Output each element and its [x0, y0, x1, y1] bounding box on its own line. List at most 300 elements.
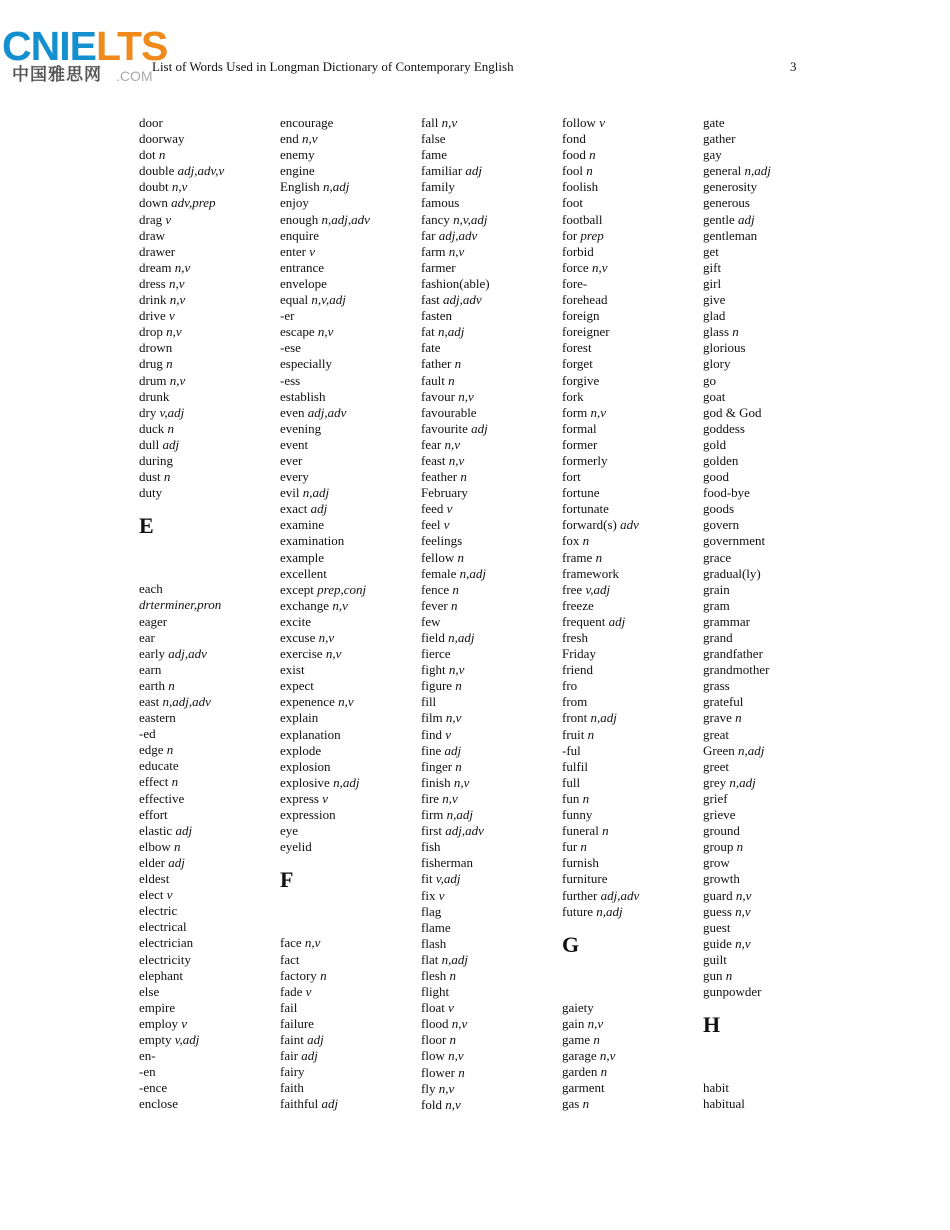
- part-of-speech: adj,adv: [445, 823, 484, 839]
- word-entry: [139, 823, 279, 839]
- word-text: evil: [280, 485, 300, 501]
- word-entry: [280, 533, 420, 549]
- word-entry: [139, 984, 279, 1000]
- word-entry: [421, 389, 561, 405]
- word-entry: [421, 646, 561, 662]
- word-text: fix: [421, 887, 436, 903]
- part-of-speech: adj: [168, 854, 185, 870]
- word-text: fit: [421, 871, 433, 887]
- word-entry: [562, 308, 702, 324]
- word-text: enemy: [280, 147, 315, 163]
- word-text: fort: [562, 469, 581, 485]
- page-header-title: List of Words Used in Longman Dictionary of Contemporary English: [152, 59, 514, 74]
- word-text: excellent: [280, 565, 327, 581]
- word-text: family: [421, 179, 455, 195]
- word-text: duck: [139, 420, 165, 436]
- word-text: garden: [562, 1064, 598, 1080]
- word-text: educate: [139, 758, 179, 774]
- part-of-speech: v: [166, 887, 173, 903]
- word-entry: [703, 115, 843, 131]
- word-entry: [421, 920, 561, 936]
- part-of-speech: n: [450, 597, 458, 613]
- part-of-speech: n,adj: [738, 742, 765, 758]
- word-text: fade: [280, 983, 303, 999]
- word-entry: [139, 244, 279, 260]
- part-of-speech: n,v: [174, 259, 191, 275]
- word-entry: [421, 469, 561, 485]
- word-text: grow: [703, 855, 730, 871]
- word-text: Green: [703, 742, 735, 758]
- word-entry: [703, 373, 843, 389]
- word-entry: [139, 405, 279, 421]
- part-of-speech: adj: [471, 420, 488, 436]
- word-text: forehead: [562, 292, 608, 308]
- word-entry: [562, 405, 702, 421]
- word-entry: [703, 952, 843, 968]
- word-text: especially: [280, 356, 332, 372]
- word-text: during: [139, 452, 173, 468]
- word-text: door: [139, 115, 163, 130]
- word-entry: [703, 179, 843, 195]
- word-text: fill: [421, 694, 437, 710]
- word-entry: [139, 887, 279, 903]
- word-entry: [421, 823, 561, 839]
- word-text: girl: [703, 275, 722, 291]
- word-entry: [280, 356, 420, 372]
- word-text: gunpowder: [703, 984, 762, 1000]
- word-text: Friday: [562, 646, 596, 662]
- part-of-speech: n,v: [599, 1048, 616, 1064]
- word-entry: [703, 710, 843, 726]
- word-text: flood: [421, 1016, 449, 1032]
- word-text: faith: [280, 1080, 304, 1096]
- word-text: front: [562, 710, 588, 726]
- word-text: gram: [703, 597, 730, 613]
- word-entry: [703, 871, 843, 887]
- part-of-speech: n: [158, 147, 166, 163]
- word-entry: [280, 1000, 420, 1016]
- word-text: exact: [280, 501, 308, 517]
- word-entry: [562, 710, 702, 726]
- word-entry: [703, 598, 843, 614]
- part-of-speech: n: [582, 790, 590, 806]
- part-of-speech: adj: [162, 436, 180, 452]
- word-text: excuse: [280, 630, 316, 645]
- word-text: enclose: [139, 1096, 178, 1112]
- word-entry: [703, 936, 843, 952]
- word-entry: [562, 1000, 702, 1016]
- part-of-speech: v,adj: [159, 404, 185, 420]
- word-text: dream: [139, 259, 172, 275]
- word-entry: [139, 356, 279, 372]
- word-text: guide: [703, 935, 732, 951]
- word-entry: [280, 373, 420, 389]
- word-entry: [280, 115, 420, 131]
- word-text: every: [280, 469, 309, 485]
- word-entry: [280, 292, 420, 308]
- word-text: fairy: [280, 1064, 305, 1080]
- word-entry: [280, 710, 420, 726]
- part-of-speech: v: [181, 1015, 188, 1031]
- word-entry: [280, 244, 420, 260]
- word-text: February: [421, 485, 468, 501]
- word-entry: [139, 791, 279, 807]
- word-text: else: [139, 983, 160, 999]
- word-entry: [280, 212, 420, 228]
- word-entry: [280, 1032, 420, 1048]
- word-entry: [703, 276, 843, 292]
- word-entry: [280, 260, 420, 276]
- word-text: drop: [139, 324, 163, 340]
- word-text: earn: [139, 661, 162, 677]
- word-entry: [421, 1032, 561, 1048]
- word-entry: [421, 598, 561, 614]
- word-text: false: [421, 131, 446, 147]
- part-of-speech: n,v: [453, 774, 470, 790]
- word-entry: [280, 1016, 420, 1032]
- part-of-speech: n: [595, 549, 603, 565]
- word-entry: [280, 550, 420, 566]
- word-entry: [703, 823, 843, 839]
- part-of-speech: n,v: [442, 790, 458, 806]
- part-of-speech: n,adj: [459, 565, 486, 581]
- word-text: friend: [562, 662, 594, 678]
- word-entry: [421, 855, 561, 871]
- part-of-speech: n: [171, 774, 179, 790]
- part-of-speech: n,v: [448, 452, 465, 468]
- word-entry: [139, 1080, 279, 1096]
- word-text: elephant: [139, 967, 184, 983]
- word-entry: [562, 1048, 702, 1064]
- word-entry: [703, 839, 843, 855]
- part-of-speech: n: [168, 677, 175, 693]
- word-entry: [562, 839, 702, 855]
- word-text: film: [421, 710, 443, 726]
- word-text: equal: [280, 292, 309, 308]
- word-text: foot: [562, 195, 583, 211]
- word-entry: [421, 356, 561, 372]
- word-text: grand: [703, 630, 733, 645]
- part-of-speech: adj: [465, 163, 483, 179]
- word-entry: [280, 405, 420, 421]
- part-of-speech: prep,conj: [317, 581, 367, 597]
- word-text: farmer: [421, 259, 456, 275]
- word-text: failure: [280, 1015, 314, 1031]
- word-entry: [280, 228, 420, 244]
- word-text: faithful: [280, 1096, 319, 1112]
- part-of-speech: v,adj: [585, 581, 611, 597]
- word-text: factory: [280, 967, 317, 983]
- word-text: entrance: [280, 259, 325, 275]
- word-entry: [280, 453, 420, 469]
- word-entry: [562, 775, 702, 791]
- word-entry: [703, 308, 843, 324]
- part-of-speech: n: [582, 1096, 590, 1112]
- word-entry: [139, 437, 279, 453]
- word-text: fresh: [562, 630, 588, 645]
- word-entry: [139, 742, 279, 758]
- word-text: forest: [562, 340, 592, 356]
- page-number: 3: [790, 59, 797, 74]
- word-entry: [280, 662, 420, 678]
- word-entry: [421, 710, 561, 726]
- word-entry: [562, 646, 702, 662]
- word-entry: [139, 1032, 279, 1048]
- part-of-speech: n,adj: [322, 179, 350, 195]
- word-entry: [421, 212, 561, 228]
- word-entry: [280, 437, 420, 453]
- part-of-speech: n,v: [318, 630, 335, 645]
- word-entry: [562, 855, 702, 871]
- word-text: exercise: [280, 646, 323, 662]
- word-entry: [562, 598, 702, 614]
- word-entry: [139, 774, 279, 790]
- word-text: flat: [421, 951, 439, 967]
- word-entry: [562, 888, 702, 904]
- word-text: English: [280, 179, 320, 195]
- section-letter-heading: F: [280, 867, 294, 893]
- word-text: formerly: [562, 452, 608, 468]
- word-text: far: [421, 227, 436, 243]
- word-entry: [280, 1096, 420, 1112]
- word-entry: [562, 389, 702, 405]
- word-column-4: [562, 115, 702, 1112]
- word-text: favourite: [421, 420, 468, 436]
- word-entry: [703, 888, 843, 904]
- word-entry: [421, 276, 561, 292]
- part-of-speech: adj: [321, 1096, 339, 1112]
- part-of-speech: adj: [608, 613, 626, 629]
- word-entry: [280, 646, 420, 662]
- word-text: feast: [421, 452, 446, 468]
- part-of-speech: adv: [620, 517, 639, 533]
- word-entry: [562, 340, 702, 356]
- word-entry: [280, 694, 420, 710]
- word-text: forget: [562, 356, 593, 372]
- word-entry: [139, 421, 279, 437]
- word-text: drunk: [139, 388, 170, 404]
- section-spacer: [562, 984, 702, 1000]
- part-of-speech: n,v: [302, 131, 318, 147]
- word-entry: [139, 758, 279, 774]
- word-text: fun: [562, 790, 580, 806]
- part-of-speech: adj: [738, 211, 755, 227]
- word-entry: [280, 324, 420, 340]
- part-of-speech: adj,adv: [438, 227, 478, 243]
- word-text: gas: [562, 1096, 580, 1112]
- word-entry: [280, 1064, 420, 1080]
- word-entry: [421, 775, 561, 791]
- word-entry: [139, 324, 279, 340]
- word-entry: [421, 662, 561, 678]
- part-of-speech: n,v: [171, 179, 188, 195]
- word-entry: [562, 485, 702, 501]
- word-text: eager: [139, 613, 168, 629]
- word-text: fellow: [421, 549, 455, 565]
- word-text: guest: [703, 919, 731, 935]
- word-text: flesh: [421, 967, 447, 983]
- part-of-speech: n,v: [444, 436, 460, 452]
- word-entry: [139, 678, 279, 694]
- word-entry: [703, 501, 843, 517]
- word-entry: [421, 791, 561, 807]
- word-text: govern: [703, 517, 740, 533]
- word-text: former: [562, 436, 598, 452]
- word-entry: [139, 646, 279, 662]
- word-entry: [703, 405, 843, 421]
- word-entry: [562, 292, 702, 308]
- word-entry: [562, 147, 702, 163]
- word-entry: [703, 1080, 843, 1096]
- part-of-speech: n: [600, 1064, 608, 1080]
- part-of-speech: n,adj,adv: [162, 694, 211, 709]
- part-of-speech: v,adj: [174, 1031, 200, 1047]
- word-entry: [139, 340, 279, 356]
- word-text: glass: [703, 324, 729, 340]
- word-entry: [703, 759, 843, 775]
- word-text: fence: [421, 581, 450, 597]
- word-entry: [421, 453, 561, 469]
- word-entry: [421, 179, 561, 195]
- word-entry: [562, 678, 702, 694]
- word-text: express: [280, 790, 319, 806]
- word-entry: [139, 855, 279, 871]
- word-text: grammar: [703, 613, 750, 629]
- word-text: effect: [139, 774, 169, 790]
- word-entry: [703, 1096, 843, 1112]
- part-of-speech: n,v: [448, 243, 465, 259]
- part-of-speech: adj: [307, 1031, 324, 1047]
- word-entry: [562, 501, 702, 517]
- word-text: guess: [703, 903, 732, 919]
- word-text: empire: [139, 999, 176, 1015]
- word-text: employ: [139, 1015, 178, 1031]
- word-column-1: [139, 115, 279, 1112]
- word-text: exist: [280, 662, 305, 678]
- word-entry: [421, 308, 561, 324]
- part-of-speech: n,v: [587, 1015, 604, 1031]
- word-text: glory: [703, 356, 731, 372]
- word-text: fasten: [421, 308, 453, 324]
- word-entry: [421, 195, 561, 211]
- word-entry: [139, 115, 279, 131]
- part-of-speech: adj: [444, 742, 462, 758]
- word-entry: [139, 726, 279, 742]
- word-entry: [562, 871, 702, 887]
- word-entry: [703, 356, 843, 372]
- word-entry: [562, 131, 702, 147]
- word-text: furniture: [562, 871, 608, 887]
- word-entry: [703, 147, 843, 163]
- word-entry: [139, 871, 279, 887]
- word-entry: [562, 469, 702, 485]
- word-text: grave: [703, 710, 732, 726]
- word-text: garment: [562, 1080, 605, 1096]
- word-entry: [562, 823, 702, 839]
- word-entry: [703, 920, 843, 936]
- word-entry: [280, 759, 420, 775]
- word-entry: [562, 517, 702, 533]
- word-entry: [139, 308, 279, 324]
- word-entry: [703, 646, 843, 662]
- word-text: encourage: [280, 115, 334, 130]
- word-text: float: [421, 1000, 445, 1016]
- word-entry: [280, 598, 420, 614]
- word-entry: [139, 839, 279, 855]
- word-text: flower: [421, 1064, 455, 1080]
- part-of-speech: n,adj: [448, 630, 475, 645]
- word-entry: [421, 260, 561, 276]
- word-text: envelope: [280, 275, 327, 291]
- word-entry: [280, 517, 420, 533]
- word-text: -ed: [139, 726, 156, 742]
- word-entry: [421, 324, 561, 340]
- word-entry: [703, 855, 843, 871]
- word-text: greet: [703, 758, 729, 774]
- word-entry: [421, 1065, 561, 1081]
- word-text: feel: [421, 517, 441, 533]
- part-of-speech: n,adj: [590, 710, 617, 726]
- word-text: fight: [421, 662, 446, 678]
- word-entry: [280, 952, 420, 968]
- part-of-speech: n,adj: [441, 951, 468, 967]
- word-text: escape: [280, 324, 315, 340]
- word-text: further: [562, 887, 598, 903]
- word-text: effective: [139, 790, 185, 806]
- part-of-speech: adj: [301, 1048, 318, 1064]
- word-text: examination: [280, 533, 345, 549]
- word-entry: [139, 453, 279, 469]
- word-entry: [139, 195, 279, 211]
- word-text: famous: [421, 195, 460, 211]
- word-entry: [280, 582, 420, 598]
- part-of-speech: n: [458, 1064, 465, 1080]
- word-text: excite: [280, 613, 312, 629]
- word-text: doubt: [139, 179, 169, 195]
- word-text: framework: [562, 565, 620, 581]
- word-text: electrician: [139, 935, 194, 951]
- part-of-speech: n: [455, 678, 462, 694]
- word-text: flight: [421, 984, 450, 1000]
- word-entry: [280, 775, 420, 791]
- word-entry: [703, 678, 843, 694]
- word-entry: [280, 308, 420, 324]
- part-of-speech: v: [446, 501, 453, 517]
- part-of-speech: adj,adv: [600, 887, 640, 903]
- word-text: flow: [421, 1048, 445, 1064]
- word-text: guilt: [703, 951, 727, 967]
- part-of-speech: n,adj: [596, 903, 623, 919]
- word-entry: [280, 469, 420, 485]
- word-entry: [562, 179, 702, 195]
- word-entry: [421, 340, 561, 356]
- word-text: example: [280, 549, 325, 565]
- word-entry: [280, 566, 420, 582]
- word-text: -en: [139, 1064, 156, 1080]
- word-text: effort: [139, 806, 168, 822]
- part-of-speech: n: [449, 1032, 457, 1048]
- section-spacer: [703, 1064, 843, 1080]
- word-entry: [421, 936, 561, 952]
- part-of-speech: n,v: [445, 1096, 461, 1112]
- part-of-speech: n: [725, 967, 733, 983]
- word-text: electricity: [139, 951, 191, 967]
- word-text: en-: [139, 1048, 156, 1064]
- part-of-speech: n: [448, 372, 455, 388]
- word-text: early: [139, 645, 165, 661]
- word-entry: [562, 163, 702, 179]
- word-text: evening: [280, 420, 322, 436]
